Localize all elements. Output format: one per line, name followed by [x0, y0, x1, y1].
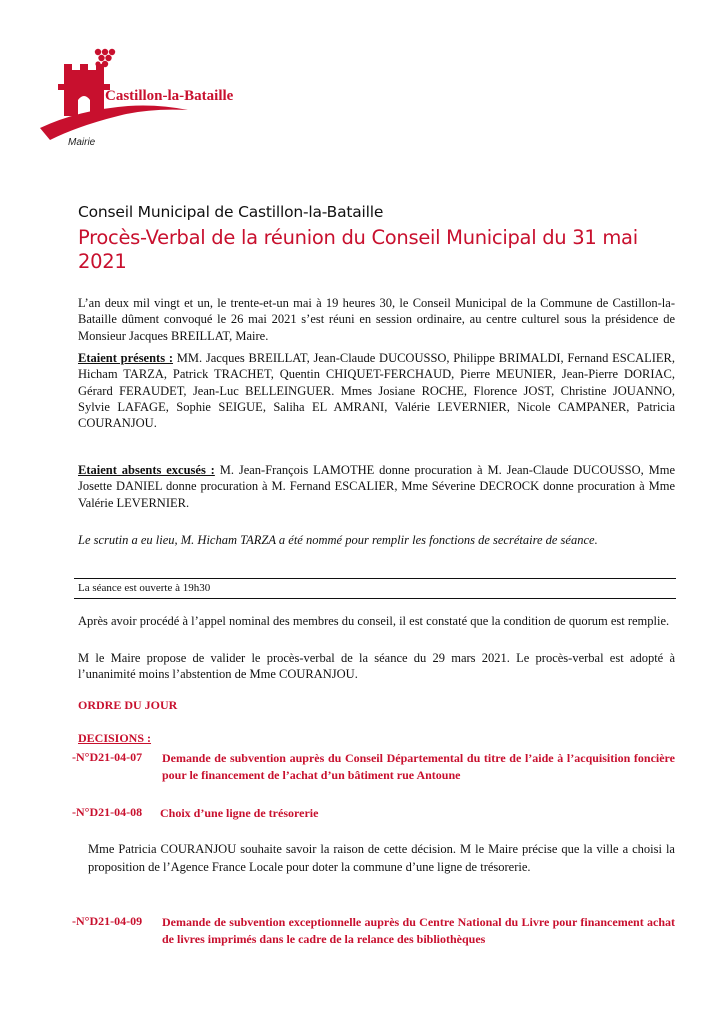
appel-paragraph: Après avoir procédé à l’appel nominal des membres du conseil, il est constaté que la condition de quorum est remplie. [78, 614, 670, 628]
absent-label: Etaient absents excusés : [78, 463, 215, 477]
municipal-logo [38, 44, 268, 154]
decision-text: Demande de subvention auprès du Conseil Départemental du titre de l’aide à l’acquisition foncière pour le financement de l’achat d’un bâtiment rue Antoune [162, 751, 675, 782]
scrutin-paragraph: Le scrutin a eu lieu, M. Hicham TARZA a été nommé pour remplir les fonctions de secrétaire de séance. [78, 533, 598, 547]
seance-open-text: La séance est ouverte à 19h30 [78, 582, 211, 594]
pv-validation-paragraph: M le Maire propose de valider le procès-verbal de la séance du 29 mars 2021. Le procès-verbal est adopté à l’unanimité moins l’abstention de Mme COURANJOU. [78, 651, 675, 682]
divider-bottom [74, 598, 676, 599]
decisions-heading: DECISIONS : [78, 731, 152, 745]
ordre-du-jour-heading: ORDRE DU JOUR [78, 698, 178, 712]
present-paragraph [78, 350, 675, 431]
absent-paragraph [78, 462, 675, 511]
intro-paragraph: L’an deux mil vingt et un, le trente-et-un mai à 19 heures 30, le Conseil Municipal de la Commune de Castillon-la-Bataille dûment convoqué le 26 mai 2021 s’est réuni en session ordinaire, au centre culturel sous la présidence de Monsieur Jacques BREILLAT, Maire. [78, 296, 675, 343]
municipality-name: Castillon-la-Bataille [105, 88, 234, 104]
document-heading: Procès-Verbal de la réunion du Conseil Municipal du 31 mai 2021 [78, 226, 638, 273]
mairie-label: Mairie [68, 137, 96, 148]
present-label: Etaient présents : [78, 351, 174, 365]
decision-text: Choix d’une ligne de trésorerie [160, 806, 319, 820]
present-members: MM. Jacques BREILLAT, Jean-Claude DUCOUSSO, Philippe BRIMALDI, Fernand ESCALIER, Hicham TARZA, Patrick TRACHET, Quentin CHIQUET-FERCHAUD, Pierre MEUNIER, Jean-Pierre DORIAC, Gérard FERAUDET, Jean-Luc BELLEINGUER. Mmes Josiane ROCHE, Florence JOST, Christine JOUANNO, Sylvie LAFAGE, Sophie SEIGUE, Saliha EL AMRANI, Valérie LEVERNIER, Nicole CAMPANER, Patricia COURANJOU. [78, 351, 675, 431]
decision-code: -N°D21-04-07 [72, 750, 143, 764]
decision-text: Demande de subvention exceptionnelle auprès du Centre National du Livre pour financement achat de livres imprimés dans le cadre de la relance des bibliothèques [162, 915, 675, 946]
divider-top [74, 578, 676, 579]
document-title: Conseil Municipal de Castillon-la-Bataille [78, 203, 384, 221]
decision-code: -N°D21-04-09 [72, 914, 143, 928]
decision-code: -N°D21-04-08 [72, 805, 143, 819]
absent-members: M. Jean-François LAMOTHE donne procuration à M. Jean-Claude DUCOUSSO, Mme Josette DANIEL donne procuration à M. Fernand ESCALIER, Mme Séverine DECROCK donne procuration à Mme Valérie LEVERNIER. [78, 463, 676, 510]
decision-comment: Mme Patricia COURANJOU souhaite savoir la raison de cette décision. M le Maire précise que la ville a choisi la proposition de l’Agence France Locale pour doter la commune d’une ligne de trésorerie. [88, 842, 675, 874]
